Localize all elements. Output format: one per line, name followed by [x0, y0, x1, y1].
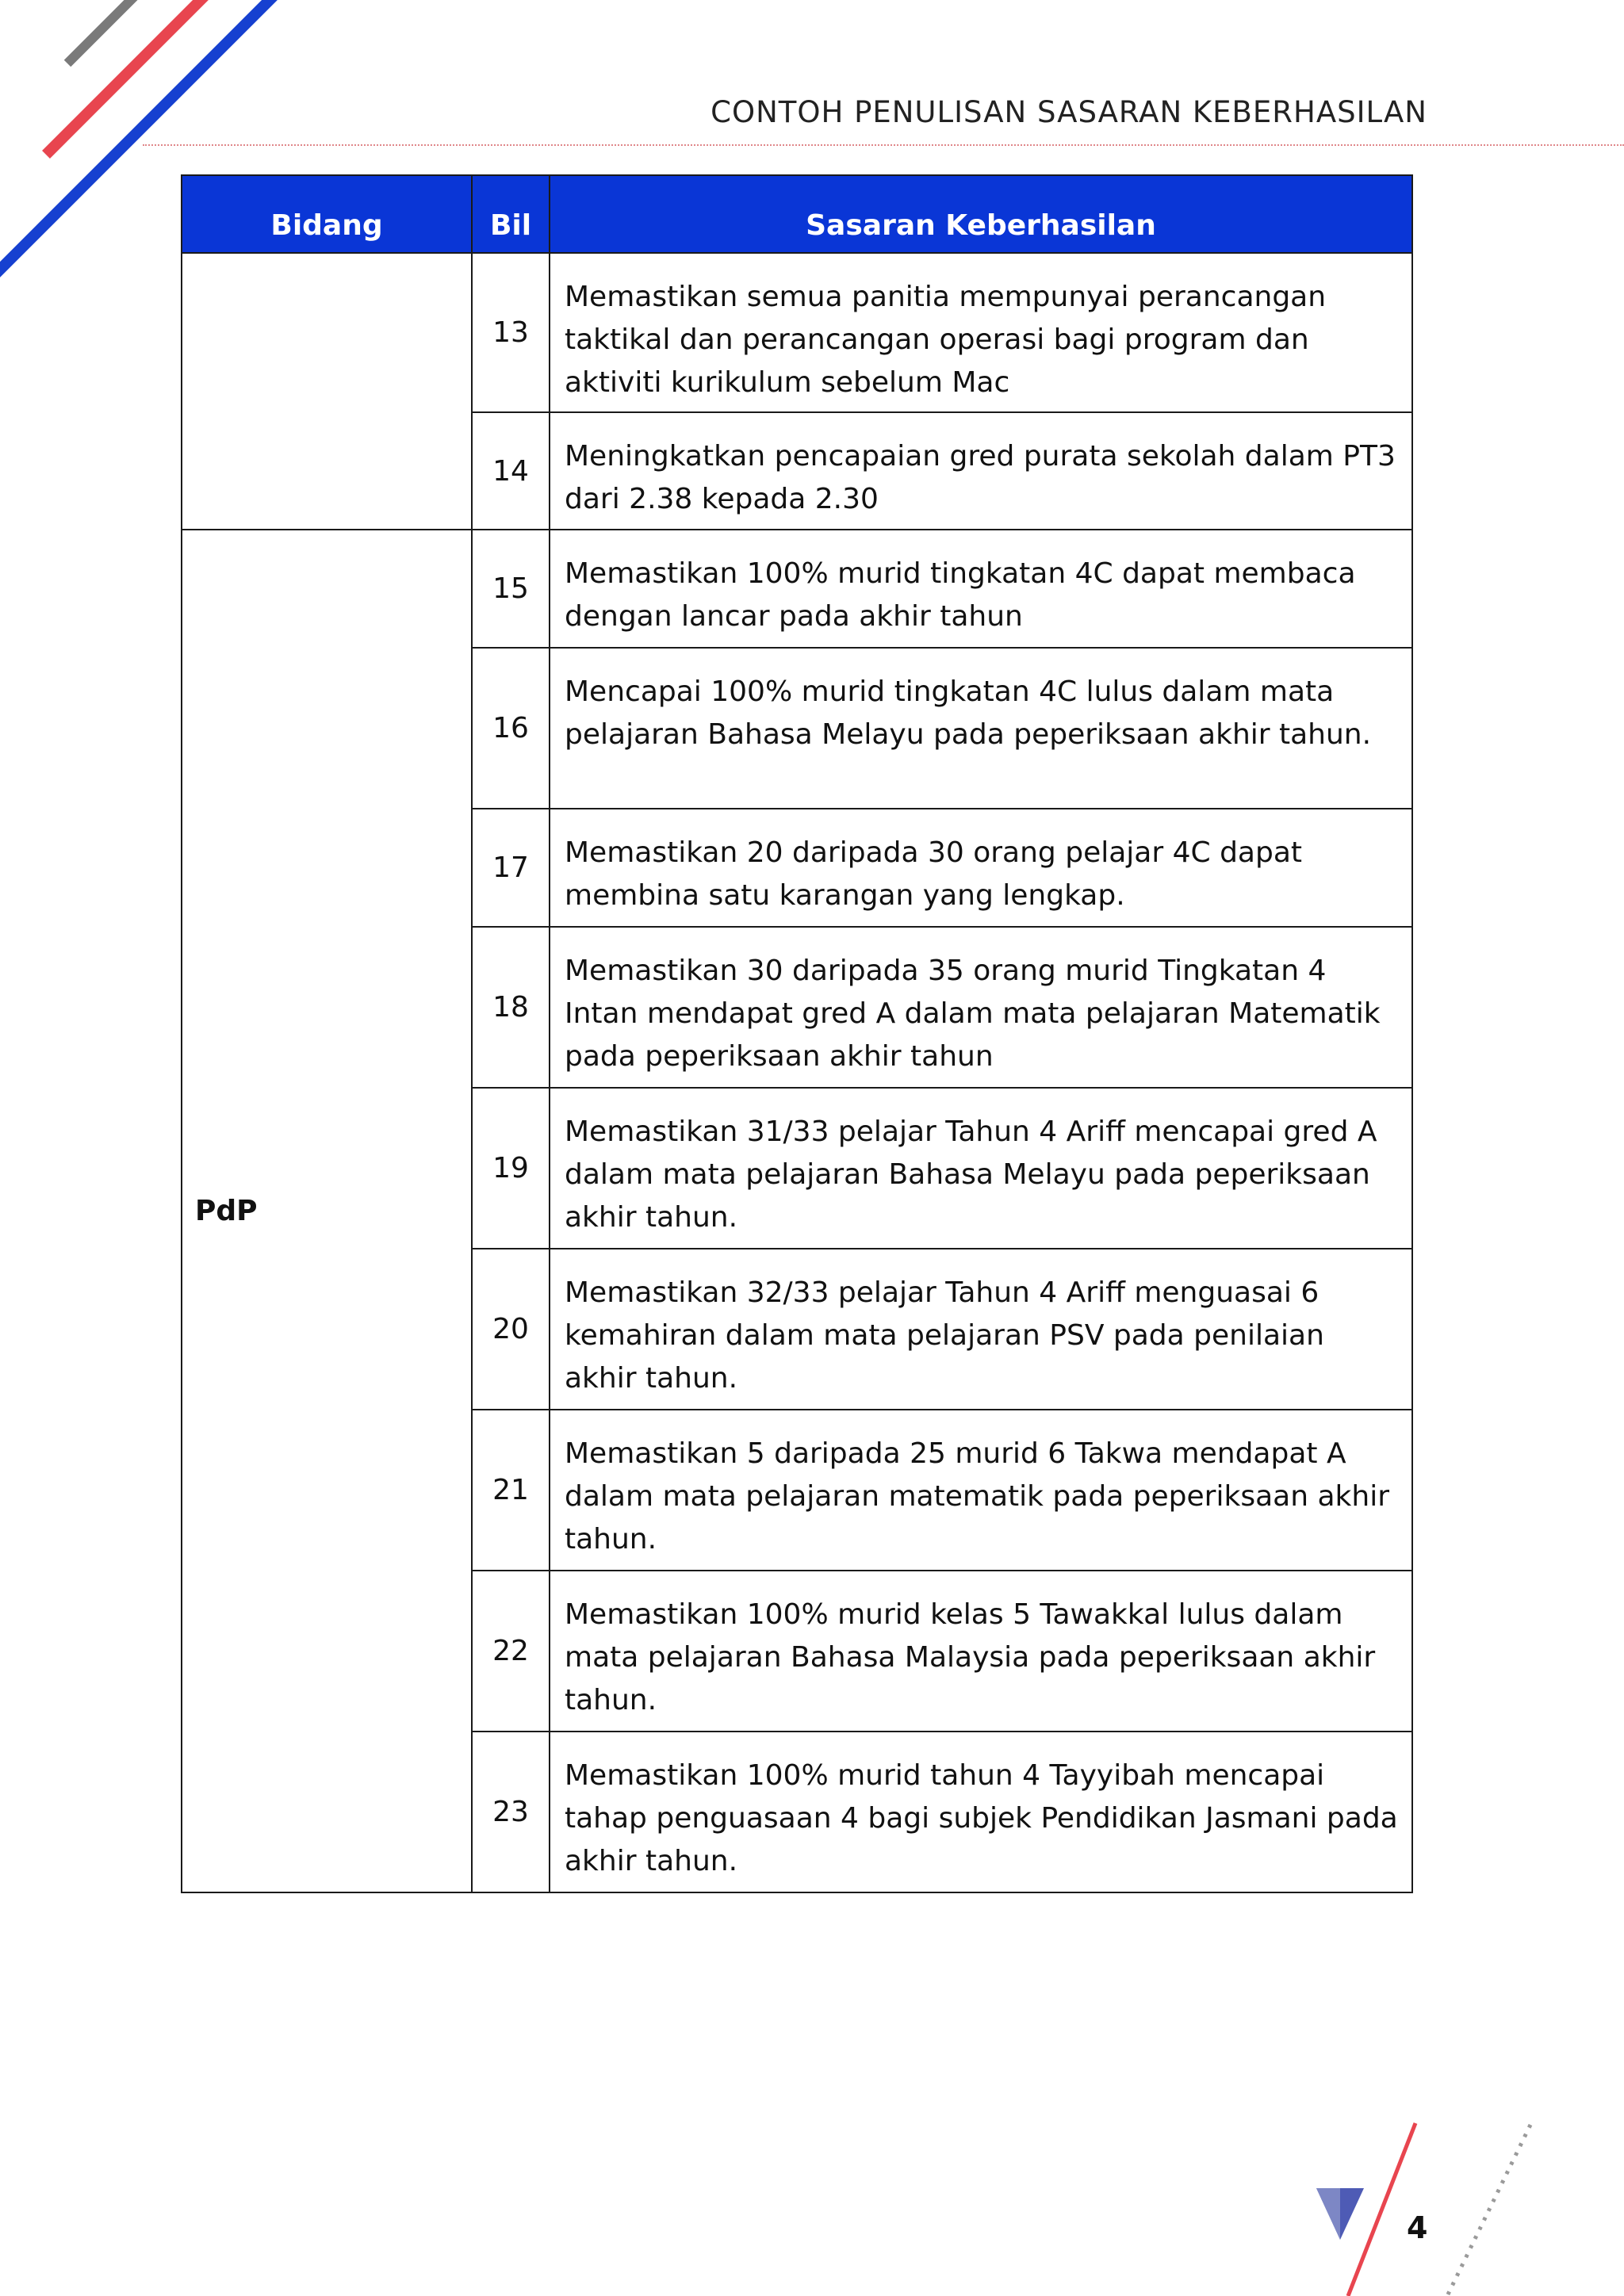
sasaran-cell: Memastikan 100% murid tingkatan 4C dapat membaca dengan lancar pada akhir tahun [550, 530, 1412, 648]
bidang-cell-blank [182, 253, 472, 530]
sasaran-cell: Meningkatkan pencapaian gred purata sekolah dalam PT3 dari 2.38 kepada 2.30 [550, 412, 1412, 530]
bil-cell: 16 [472, 648, 550, 809]
dotted-diagonal-line [1447, 2125, 1530, 2296]
sasaran-cell: Memastikan 20 daripada 30 orang pelajar 4C dapat membina satu karangan yang lengkap. [550, 809, 1412, 927]
gray-stripe [67, 0, 139, 63]
table-row [182, 530, 1412, 648]
header-bidang: Bidang [182, 175, 472, 253]
bil-cell: 18 [472, 927, 550, 1088]
header-sasaran: Sasaran Keberhasilan [550, 175, 1412, 253]
table-header-row [182, 175, 1412, 253]
bil-cell: 15 [472, 530, 550, 648]
bil-cell: 23 [472, 1732, 550, 1892]
sasaran-cell: Memastikan 31/33 pelajar Tahun 4 Ariff mencapai gred A dalam mata pelajaran Bahasa Melayu pada peperiksaan akhir tahun. [550, 1088, 1412, 1249]
footer-decoration [1300, 2109, 1554, 2296]
bil-cell: 20 [472, 1249, 550, 1410]
sasaran-cell: Memastikan 32/33 pelajar Tahun 4 Ariff menguasai 6 kemahiran dalam mata pelajaran PSV pada penilaian akhir tahun. [550, 1249, 1412, 1410]
bil-cell: 21 [472, 1410, 550, 1571]
bidang-cell-pdp: PdP [182, 530, 472, 1892]
red-diagonal-line [1348, 2123, 1415, 2296]
bil-cell: 13 [472, 253, 550, 412]
sasaran-cell: Mencapai 100% murid tingkatan 4C lulus dalam mata pelajaran Bahasa Melayu pada peperiksaan akhir tahun. [550, 648, 1412, 809]
bil-cell: 17 [472, 809, 550, 927]
sasaran-cell: Memastikan 5 daripada 25 murid 6 Takwa mendapat A dalam mata pelajaran matematik pada peperiksaan akhir tahun. [550, 1410, 1412, 1571]
page-number: 4 [1407, 2210, 1428, 2245]
bil-cell: 14 [472, 412, 550, 530]
sasaran-cell: Memastikan semua panitia mempunyai perancangan taktikal dan perancangan operasi bagi program dan aktiviti kurikulum sebelum Mac [550, 253, 1412, 412]
table-row [182, 253, 1412, 412]
header-dotted-rule [143, 144, 1624, 146]
sasaran-cell: Memastikan 100% murid kelas 5 Tawakkal lulus dalam mata pelajaran Bahasa Malaysia pada peperiksaan akhir tahun. [550, 1571, 1412, 1732]
sasaran-keberhasilan-table [181, 174, 1413, 1893]
header-bil: Bil [472, 175, 550, 253]
sasaran-cell: Memastikan 30 daripada 35 orang murid Tingkatan 4 Intan mendapat gred A dalam mata pelajaran Matematik pada peperiksaan akhir tahun [550, 927, 1412, 1088]
bil-cell: 22 [472, 1571, 550, 1732]
page-header-title: CONTOH PENULISAN SASARAN KEBERHASILAN [710, 95, 1427, 129]
bil-cell: 19 [472, 1088, 550, 1249]
sasaran-cell: Memastikan 100% murid tahun 4 Tayyibah mencapai tahap penguasaan 4 bagi subjek Pendidikan Jasmani pada akhir tahun. [550, 1732, 1412, 1892]
